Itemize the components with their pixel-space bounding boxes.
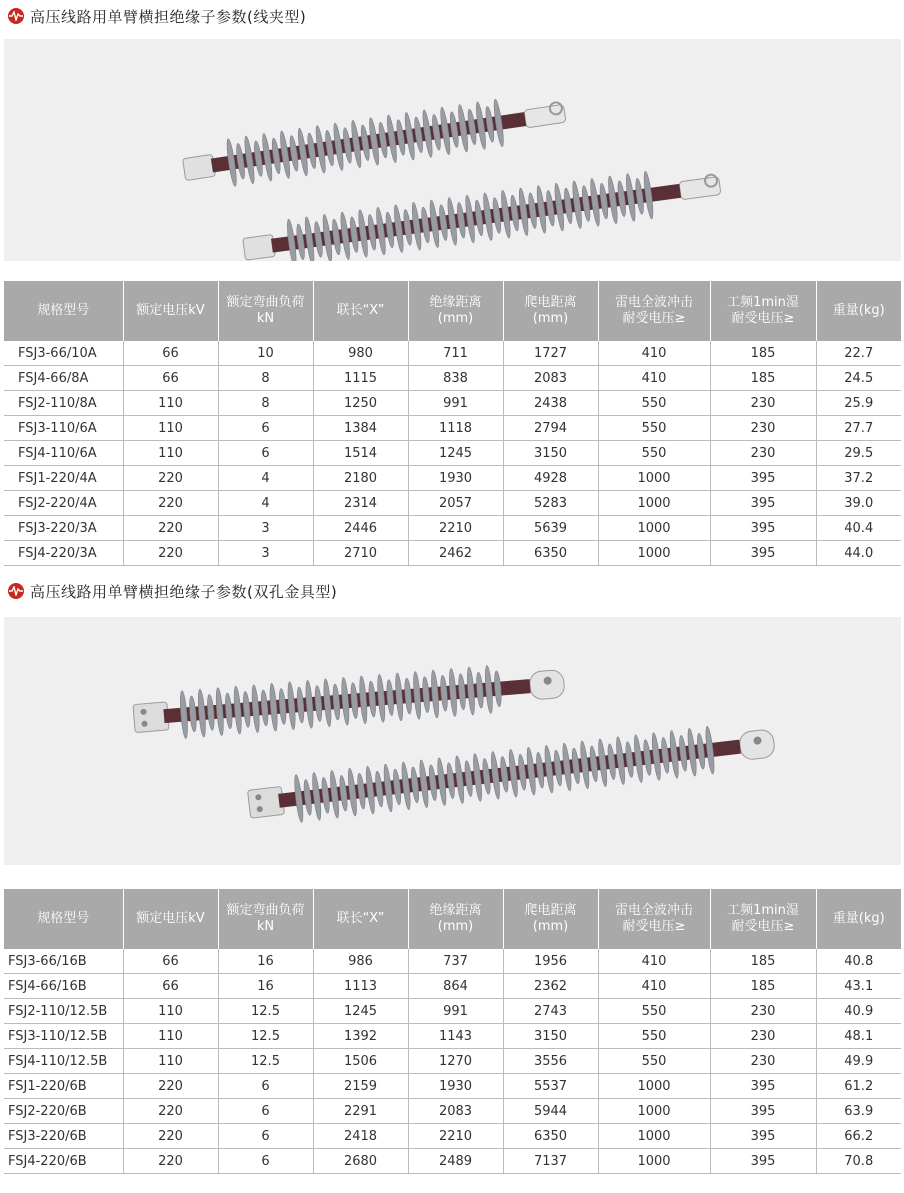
value-cell: 711 [408, 341, 503, 366]
value-cell: 66 [123, 341, 218, 366]
value-cell: 230 [710, 441, 816, 466]
section-1-title [8, 3, 306, 29]
value-cell: 230 [710, 416, 816, 441]
model-cell: FSJ4-66/8A [4, 366, 123, 391]
value-cell: 12.5 [218, 1049, 313, 1074]
spec-table-double-hole-type [4, 889, 901, 1174]
value-cell: 1113 [313, 974, 408, 999]
value-cell: 395 [710, 1099, 816, 1124]
value-cell: 1000 [598, 1149, 710, 1174]
value-cell: 2314 [313, 491, 408, 516]
value-cell: 48.1 [816, 1024, 901, 1049]
value-cell: 220 [123, 1149, 218, 1174]
value-cell: 110 [123, 416, 218, 441]
value-cell: 70.8 [816, 1149, 901, 1174]
value-cell: 220 [123, 466, 218, 491]
value-cell: 66 [123, 949, 218, 974]
value-cell: 220 [123, 541, 218, 566]
value-cell: 395 [710, 1149, 816, 1174]
value-cell: 12.5 [218, 999, 313, 1024]
value-cell: 185 [710, 341, 816, 366]
value-cell: 6 [218, 1074, 313, 1099]
value-cell: 6 [218, 1149, 313, 1174]
table-row [4, 491, 901, 516]
value-cell: 6 [218, 1099, 313, 1124]
value-cell: 864 [408, 974, 503, 999]
value-cell: 1000 [598, 516, 710, 541]
table-header-cell: 雷电全波冲击 耐受电压≥ [598, 889, 710, 949]
value-cell: 8 [218, 366, 313, 391]
value-cell: 63.9 [816, 1099, 901, 1124]
model-cell: FSJ3-66/16B [4, 949, 123, 974]
table-row [4, 466, 901, 491]
table-header-cell: 雷电全波冲击 耐受电压≥ [598, 281, 710, 341]
value-cell: 185 [710, 974, 816, 999]
table-header-cell: 绝缘距离 (mm) [408, 889, 503, 949]
waveform-logo-icon [8, 583, 24, 599]
table-header-row [4, 281, 901, 341]
value-cell: 550 [598, 441, 710, 466]
value-cell: 3 [218, 516, 313, 541]
table-row [4, 974, 901, 999]
value-cell: 410 [598, 974, 710, 999]
table-row [4, 949, 901, 974]
value-cell: 2446 [313, 516, 408, 541]
table-header-cell: 重量(kg) [816, 889, 901, 949]
value-cell: 220 [123, 516, 218, 541]
value-cell: 395 [710, 1074, 816, 1099]
value-cell: 6 [218, 1124, 313, 1149]
value-cell: 25.9 [816, 391, 901, 416]
model-cell: FSJ3-220/3A [4, 516, 123, 541]
value-cell: 2210 [408, 1124, 503, 1149]
value-cell: 220 [123, 1099, 218, 1124]
value-cell: 2710 [313, 541, 408, 566]
waveform-logo-icon [8, 8, 24, 24]
value-cell: 6350 [503, 541, 598, 566]
value-cell: 6 [218, 441, 313, 466]
value-cell: 2083 [503, 366, 598, 391]
value-cell: 49.9 [816, 1049, 901, 1074]
table-row [4, 416, 901, 441]
value-cell: 6 [218, 416, 313, 441]
value-cell: 5283 [503, 491, 598, 516]
value-cell: 395 [710, 516, 816, 541]
value-cell: 838 [408, 366, 503, 391]
value-cell: 1506 [313, 1049, 408, 1074]
value-cell: 2438 [503, 391, 598, 416]
value-cell: 395 [710, 491, 816, 516]
value-cell: 2210 [408, 516, 503, 541]
model-cell: FSJ1-220/6B [4, 1074, 123, 1099]
value-cell: 395 [710, 1124, 816, 1149]
value-cell: 43.1 [816, 974, 901, 999]
value-cell: 2489 [408, 1149, 503, 1174]
value-cell: 7137 [503, 1149, 598, 1174]
model-cell: FSJ4-66/16B [4, 974, 123, 999]
table-header-cell: 额定弯曲负荷 kN [218, 281, 313, 341]
table-header-cell: 额定弯曲负荷 kN [218, 889, 313, 949]
value-cell: 4928 [503, 466, 598, 491]
model-cell: FSJ1-220/4A [4, 466, 123, 491]
value-cell: 230 [710, 1024, 816, 1049]
table-header-cell: 额定电压kV [123, 889, 218, 949]
value-cell: 61.2 [816, 1074, 901, 1099]
value-cell: 1245 [313, 999, 408, 1024]
value-cell: 2083 [408, 1099, 503, 1124]
table-header-cell: 规格型号 [4, 281, 123, 341]
value-cell: 1143 [408, 1024, 503, 1049]
value-cell: 1000 [598, 1124, 710, 1149]
section-1-title-text: 高压线路用单臂横担绝缘子参数(线夹型) [30, 7, 307, 26]
table-header-cell: 绝缘距离 (mm) [408, 281, 503, 341]
value-cell: 2418 [313, 1124, 408, 1149]
value-cell: 12.5 [218, 1024, 313, 1049]
value-cell: 1118 [408, 416, 503, 441]
table-header-cell: 工频1min湿 耐受电压≥ [710, 281, 816, 341]
model-cell: FSJ4-110/12.5B [4, 1049, 123, 1074]
value-cell: 16 [218, 949, 313, 974]
table-header-row [4, 889, 901, 949]
table-row [4, 999, 901, 1024]
value-cell: 185 [710, 949, 816, 974]
value-cell: 550 [598, 1049, 710, 1074]
value-cell: 2680 [313, 1149, 408, 1174]
section-2-title-text: 高压线路用单臂横担绝缘子参数(双孔金具型) [30, 582, 338, 601]
model-cell: FSJ3-66/10A [4, 341, 123, 366]
value-cell: 5639 [503, 516, 598, 541]
value-cell: 220 [123, 1124, 218, 1149]
value-cell: 37.2 [816, 466, 901, 491]
section-2-title [8, 578, 337, 604]
value-cell: 230 [710, 1049, 816, 1074]
value-cell: 1245 [408, 441, 503, 466]
value-cell: 4 [218, 466, 313, 491]
value-cell: 4 [218, 491, 313, 516]
value-cell: 410 [598, 366, 710, 391]
value-cell: 230 [710, 999, 816, 1024]
value-cell: 395 [710, 466, 816, 491]
value-cell: 110 [123, 1049, 218, 1074]
value-cell: 66 [123, 974, 218, 999]
insulator-photo-clamp-type [4, 39, 901, 261]
value-cell: 986 [313, 949, 408, 974]
value-cell: 1000 [598, 491, 710, 516]
value-cell: 1956 [503, 949, 598, 974]
value-cell: 1115 [313, 366, 408, 391]
table-row [4, 1049, 901, 1074]
value-cell: 66 [123, 366, 218, 391]
table-row [4, 1149, 901, 1174]
value-cell: 2057 [408, 491, 503, 516]
value-cell: 44.0 [816, 541, 901, 566]
table-row [4, 516, 901, 541]
insulator-drawing [241, 162, 723, 261]
table-row [4, 1074, 901, 1099]
value-cell: 550 [598, 391, 710, 416]
value-cell: 1930 [408, 1074, 503, 1099]
value-cell: 991 [408, 999, 503, 1024]
value-cell: 8 [218, 391, 313, 416]
table-header-cell: 规格型号 [4, 889, 123, 949]
value-cell: 10 [218, 341, 313, 366]
insulator-drawing [246, 719, 776, 828]
table-row [4, 541, 901, 566]
model-cell: FSJ3-110/12.5B [4, 1024, 123, 1049]
table-header-cell: 额定电压kV [123, 281, 218, 341]
model-cell: FSJ2-110/12.5B [4, 999, 123, 1024]
value-cell: 1000 [598, 466, 710, 491]
table-row [4, 366, 901, 391]
value-cell: 2291 [313, 1099, 408, 1124]
value-cell: 1000 [598, 541, 710, 566]
value-cell: 737 [408, 949, 503, 974]
value-cell: 1392 [313, 1024, 408, 1049]
value-cell: 2159 [313, 1074, 408, 1099]
value-cell: 2462 [408, 541, 503, 566]
value-cell: 220 [123, 491, 218, 516]
value-cell: 410 [598, 341, 710, 366]
model-cell: FSJ4-220/6B [4, 1149, 123, 1174]
value-cell: 1250 [313, 391, 408, 416]
value-cell: 1000 [598, 1099, 710, 1124]
table-header-cell: 工频1min湿 耐受电压≥ [710, 889, 816, 949]
model-cell: FSJ3-220/6B [4, 1124, 123, 1149]
value-cell: 22.7 [816, 341, 901, 366]
value-cell: 5537 [503, 1074, 598, 1099]
value-cell: 220 [123, 1074, 218, 1099]
value-cell: 410 [598, 949, 710, 974]
value-cell: 3556 [503, 1049, 598, 1074]
value-cell: 66.2 [816, 1124, 901, 1149]
spec-table-clamp-type [4, 281, 901, 566]
value-cell: 2794 [503, 416, 598, 441]
table-header-cell: 爬电距离 (mm) [503, 281, 598, 341]
model-cell: FSJ4-220/3A [4, 541, 123, 566]
insulator-drawing [181, 89, 569, 193]
insulator-drawing [132, 659, 566, 742]
value-cell: 40.8 [816, 949, 901, 974]
table-header-cell: 联长“X” [313, 281, 408, 341]
value-cell: 550 [598, 999, 710, 1024]
value-cell: 24.5 [816, 366, 901, 391]
value-cell: 2743 [503, 999, 598, 1024]
value-cell: 3150 [503, 1024, 598, 1049]
value-cell: 5944 [503, 1099, 598, 1124]
table-header-cell: 重量(kg) [816, 281, 901, 341]
table-header-cell: 联长“X” [313, 889, 408, 949]
model-cell: FSJ2-220/6B [4, 1099, 123, 1124]
value-cell: 230 [710, 391, 816, 416]
table-row [4, 1099, 901, 1124]
value-cell: 110 [123, 1024, 218, 1049]
value-cell: 980 [313, 341, 408, 366]
value-cell: 2180 [313, 466, 408, 491]
value-cell: 395 [710, 541, 816, 566]
value-cell: 2362 [503, 974, 598, 999]
value-cell: 110 [123, 999, 218, 1024]
value-cell: 29.5 [816, 441, 901, 466]
value-cell: 185 [710, 366, 816, 391]
model-cell: FSJ2-220/4A [4, 491, 123, 516]
value-cell: 1384 [313, 416, 408, 441]
model-cell: FSJ3-110/6A [4, 416, 123, 441]
value-cell: 1000 [598, 1074, 710, 1099]
value-cell: 39.0 [816, 491, 901, 516]
value-cell: 6350 [503, 1124, 598, 1149]
value-cell: 1930 [408, 466, 503, 491]
table-row [4, 391, 901, 416]
table-row [4, 1124, 901, 1149]
value-cell: 110 [123, 441, 218, 466]
value-cell: 3 [218, 541, 313, 566]
value-cell: 550 [598, 1024, 710, 1049]
table-header-cell: 爬电距离 (mm) [503, 889, 598, 949]
value-cell: 16 [218, 974, 313, 999]
table-row [4, 441, 901, 466]
value-cell: 27.7 [816, 416, 901, 441]
value-cell: 1514 [313, 441, 408, 466]
table-row [4, 1024, 901, 1049]
model-cell: FSJ2-110/8A [4, 391, 123, 416]
table-row [4, 341, 901, 366]
insulator-photo-double-hole-type [4, 617, 901, 865]
value-cell: 1727 [503, 341, 598, 366]
value-cell: 40.9 [816, 999, 901, 1024]
value-cell: 110 [123, 391, 218, 416]
value-cell: 991 [408, 391, 503, 416]
value-cell: 1270 [408, 1049, 503, 1074]
value-cell: 550 [598, 416, 710, 441]
model-cell: FSJ4-110/6A [4, 441, 123, 466]
value-cell: 3150 [503, 441, 598, 466]
value-cell: 40.4 [816, 516, 901, 541]
